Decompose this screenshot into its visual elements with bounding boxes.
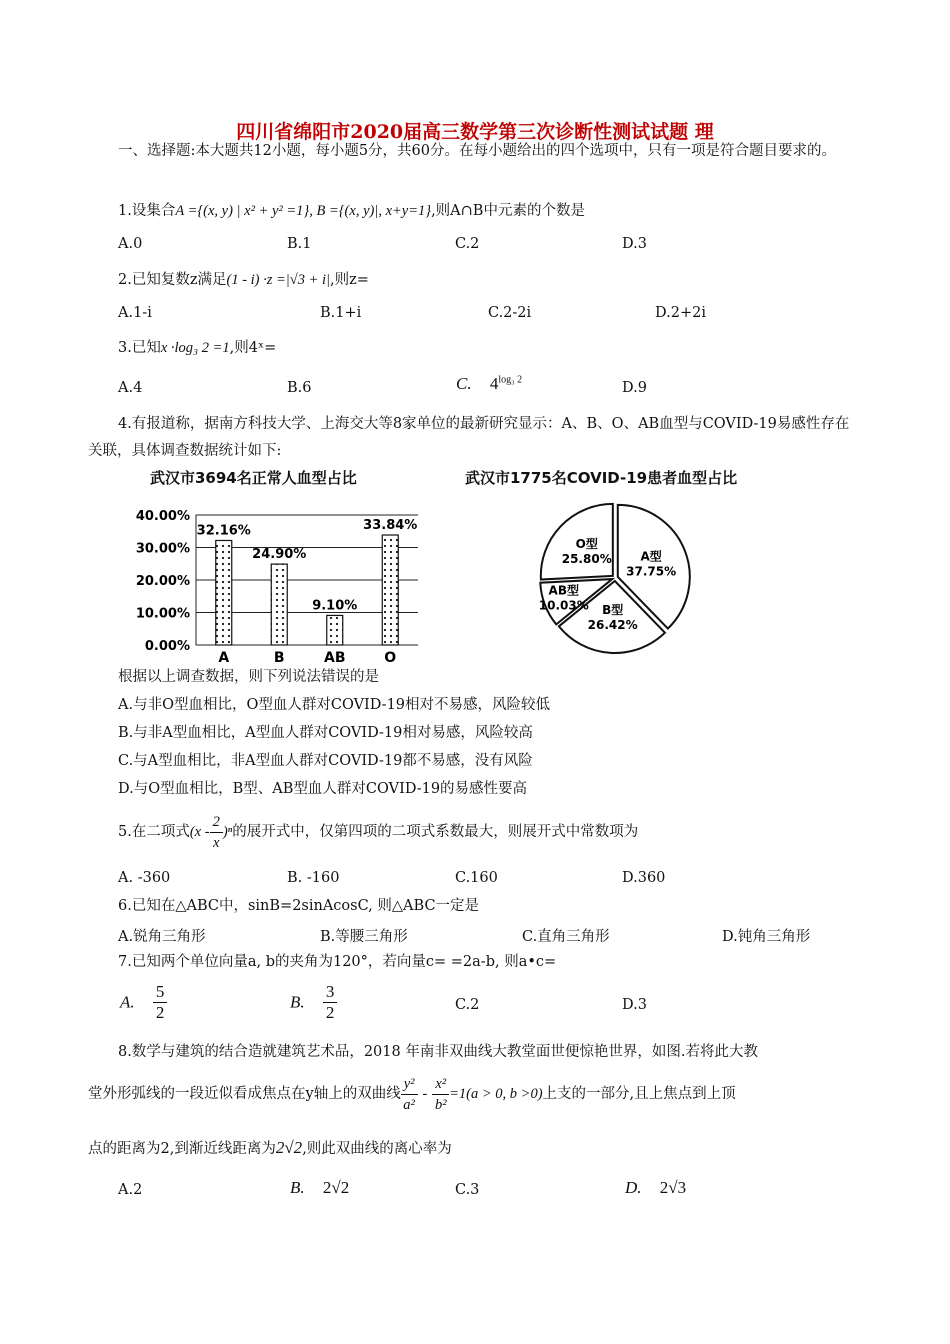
q4-option-a: A.与非O型血相比，O型血人群对COVID-19相对不易感，风险较低 bbox=[118, 697, 551, 713]
x-tick-label: B bbox=[273, 650, 285, 665]
y-tick-label: 40.00% bbox=[135, 509, 190, 524]
q5-prefix: 5.在二项式 bbox=[118, 824, 190, 840]
q5-option-b: B. -160 bbox=[287, 870, 340, 886]
q3-prefix: 3.已知 bbox=[118, 340, 161, 356]
q8-option-c: C.3 bbox=[455, 1182, 480, 1198]
q1-prefix: 1.设集合 bbox=[118, 203, 176, 219]
q7-option-c: C.2 bbox=[455, 997, 480, 1013]
q8-frac-1 bbox=[401, 1074, 418, 1115]
y-tick-label: 20.00% bbox=[135, 574, 190, 589]
q5-option-c: C.160 bbox=[455, 870, 498, 886]
q8-option-a: A.2 bbox=[118, 1182, 143, 1198]
pie-chart bbox=[515, 488, 705, 668]
x-tick-label: O bbox=[384, 650, 397, 665]
q1-option-b: B.1 bbox=[287, 236, 312, 252]
pie-slice-value: 37.75% bbox=[626, 564, 677, 579]
q5-fraction bbox=[210, 812, 223, 853]
q3-option-b: B.6 bbox=[287, 380, 312, 396]
q1-set-a: A ={(x, y) | x² + y² =1} bbox=[175, 203, 310, 219]
y-tick-label: 30.00% bbox=[135, 541, 190, 557]
bar-B bbox=[271, 564, 287, 645]
q6-option-a: A.锐角三角形 bbox=[118, 929, 206, 945]
q6-option-d: D.钝角三角形 bbox=[722, 929, 811, 945]
q8-frac1-num: y² bbox=[401, 1074, 418, 1095]
bar-value-label: 33.84% bbox=[363, 518, 418, 534]
q1-option-a: A.0 bbox=[118, 236, 143, 252]
q7-option-b-frac bbox=[323, 982, 338, 1023]
q7-option-a-letter: A. bbox=[120, 992, 135, 1012]
q8-frac2-num: x² bbox=[432, 1074, 449, 1095]
q3-option-c-exp: log₃ 2 bbox=[498, 374, 523, 386]
question-4-stem: 4.有报道称，据南方科技大学、上海交大等8家单位的最新研究显示：A、B、O、AB血型与COVID-19易感性存在关联，具体调查数据统计如下: bbox=[88, 416, 850, 459]
pie-slice-label: O型 bbox=[575, 537, 598, 552]
q8-option-d-expr: 2√3 bbox=[659, 1178, 687, 1197]
q6-option-b: B.等腰三角形 bbox=[320, 929, 408, 945]
y-tick-label: 10.00% bbox=[135, 606, 190, 622]
q1-set-b: , B ={(x, y)|, x+y=1} bbox=[309, 203, 432, 219]
question-3-stem bbox=[118, 338, 276, 358]
pie-slice-label: A型 bbox=[640, 549, 662, 564]
q1-option-d: D.3 bbox=[622, 236, 647, 252]
pie-slice-label: AB型 bbox=[548, 583, 579, 598]
q2-expr: (1 - i) ·z =|√3 + i| bbox=[226, 272, 331, 288]
pie-slice-value: 10.03% bbox=[538, 598, 589, 613]
q8-line3-prefix: 点的距离为2,到渐近线距离为 bbox=[88, 1141, 276, 1157]
bar-chart-title: 武汉市3694名正常人血型占比 bbox=[150, 469, 357, 487]
bar-chart bbox=[118, 495, 438, 665]
q8-option-d-letter: D. bbox=[625, 1178, 642, 1197]
pie-chart-title: 武汉市1775名COVID-19患者血型占比 bbox=[465, 469, 738, 487]
q5-expr-right: )ⁿ bbox=[222, 824, 233, 840]
q7-a-den: 2 bbox=[155, 1003, 165, 1022]
q2-option-c: C.2-2i bbox=[488, 305, 532, 321]
q8-option-b bbox=[290, 1178, 349, 1198]
pie-slice-label: B型 bbox=[602, 602, 624, 617]
q7-a-num: 5 bbox=[153, 982, 168, 1003]
q1-suffix: ,则A∩B中元素的个数是 bbox=[431, 203, 585, 219]
q4-option-b: B.与非A型血相比，A型血人群对COVID-19相对易感，风险较高 bbox=[118, 725, 533, 741]
q3-option-d: D.9 bbox=[622, 380, 647, 396]
q7-option-a-frac bbox=[153, 982, 168, 1023]
page-title: 四川省绵阳市2020届高三数学第三次诊断性测试试题 理 bbox=[236, 121, 714, 143]
y-tick-label: 0.00% bbox=[144, 639, 190, 654]
question-7-stem: 7.已知两个单位向量a, b的夹角为120°，若向量c= =2a-b, 则a•c= bbox=[118, 954, 557, 970]
q6-option-c: C.直角三角形 bbox=[522, 929, 610, 945]
q4-option-c: C.与A型血相比，非A型血人群对COVID-19都不易感，没有风险 bbox=[118, 753, 533, 769]
q5-option-a: A. -360 bbox=[118, 870, 171, 886]
q8-frac1-den: a² bbox=[403, 1096, 415, 1113]
question-8-line-2 bbox=[88, 1072, 736, 1116]
q3-option-c-letter: C. bbox=[456, 374, 472, 393]
bar-AB bbox=[327, 615, 343, 645]
q7-option-b-letter: B. bbox=[290, 992, 305, 1012]
q7-option-a bbox=[120, 982, 167, 1023]
q5-frac-den: x bbox=[212, 834, 220, 851]
bar-O bbox=[382, 535, 398, 645]
q8-line3-expr: 2√2 bbox=[275, 1138, 303, 1157]
q1-option-c: C.2 bbox=[455, 236, 480, 252]
q8-equation: =1(a > 0, b >0) bbox=[449, 1086, 543, 1102]
q3-option-a: A.4 bbox=[118, 380, 143, 396]
q3-expr: x ·log₃ 2 =1 bbox=[160, 340, 230, 356]
q7-option-d: D.3 bbox=[622, 997, 647, 1013]
q5-suffix: 的展开式中，仅第四项的二项式系数最大，则展开式中常数项为 bbox=[232, 824, 639, 840]
q3-suffix: ,则4ˣ= bbox=[229, 340, 277, 356]
q2-prefix: 2.已知复数z满足 bbox=[118, 272, 227, 288]
q7-option-b bbox=[290, 982, 337, 1023]
q8-line3-suffix: ,则此双曲线的离心率为 bbox=[302, 1141, 452, 1157]
q5-option-d: D.360 bbox=[622, 870, 666, 886]
q2-option-b: B.1+i bbox=[320, 305, 362, 321]
q4-option-d: D.与O型血相比，B型、AB型血人群对COVID-19的易感性要高 bbox=[118, 781, 528, 797]
q8-option-b-letter: B. bbox=[290, 1178, 305, 1197]
section-intro: 一、选择题:本大题共12小题，每小题5分，共60分。在每小题给出的四个选项中，只有一项是符合题目要求的。 bbox=[118, 143, 837, 159]
q8-minus: - bbox=[422, 1086, 428, 1102]
question-8-line-1: 8.数学与建筑的结合造就建筑艺术品，2018 年南非双曲线大教堂面世便惊艳世界，如图.若将此大教 bbox=[118, 1044, 758, 1060]
question-5-stem bbox=[118, 810, 638, 854]
q5-frac-num: 2 bbox=[210, 812, 223, 833]
q2-option-d: D.2+2i bbox=[655, 305, 706, 321]
x-tick-label: A bbox=[218, 650, 230, 665]
question-8-line-3 bbox=[88, 1138, 452, 1159]
q8-option-d bbox=[625, 1178, 686, 1198]
bar-value-label: 9.10% bbox=[312, 598, 358, 614]
q2-option-a: A.1-i bbox=[118, 305, 152, 321]
pie-slice-value: 25.80% bbox=[561, 552, 612, 567]
q8-frac2-den: b² bbox=[434, 1096, 447, 1113]
q3-option-c bbox=[456, 374, 522, 394]
pie-slice-value: 26.42% bbox=[587, 617, 638, 632]
q4-after-chart: 根据以上调查数据，则下列说法错误的是 bbox=[118, 669, 379, 685]
x-tick-label: AB bbox=[323, 650, 346, 665]
question-1-stem bbox=[118, 201, 585, 221]
q2-suffix: ,则z= bbox=[330, 272, 369, 288]
q8-line2-suffix: 上支的一部分,且上焦点到上顶 bbox=[542, 1086, 736, 1102]
q8-frac-2 bbox=[432, 1074, 449, 1115]
q7-b-den: 2 bbox=[325, 1003, 335, 1022]
question-2-stem bbox=[118, 270, 369, 290]
bar-value-label: 24.90% bbox=[252, 547, 307, 563]
q3-option-c-base: 4 bbox=[489, 374, 499, 393]
q8-line2-prefix: 堂外形弧线的一段近似看成焦点在y轴上的双曲线 bbox=[88, 1086, 401, 1102]
q7-b-num: 3 bbox=[323, 982, 338, 1003]
q5-expr-left: (x - bbox=[189, 824, 210, 840]
bar-value-label: 32.16% bbox=[196, 523, 251, 539]
question-6-stem: 6.已知在△ABC中，sinB=2sinAcosC, 则△ABC一定是 bbox=[118, 898, 480, 914]
q8-option-b-expr: 2√2 bbox=[322, 1178, 350, 1197]
bar-A bbox=[216, 540, 232, 645]
